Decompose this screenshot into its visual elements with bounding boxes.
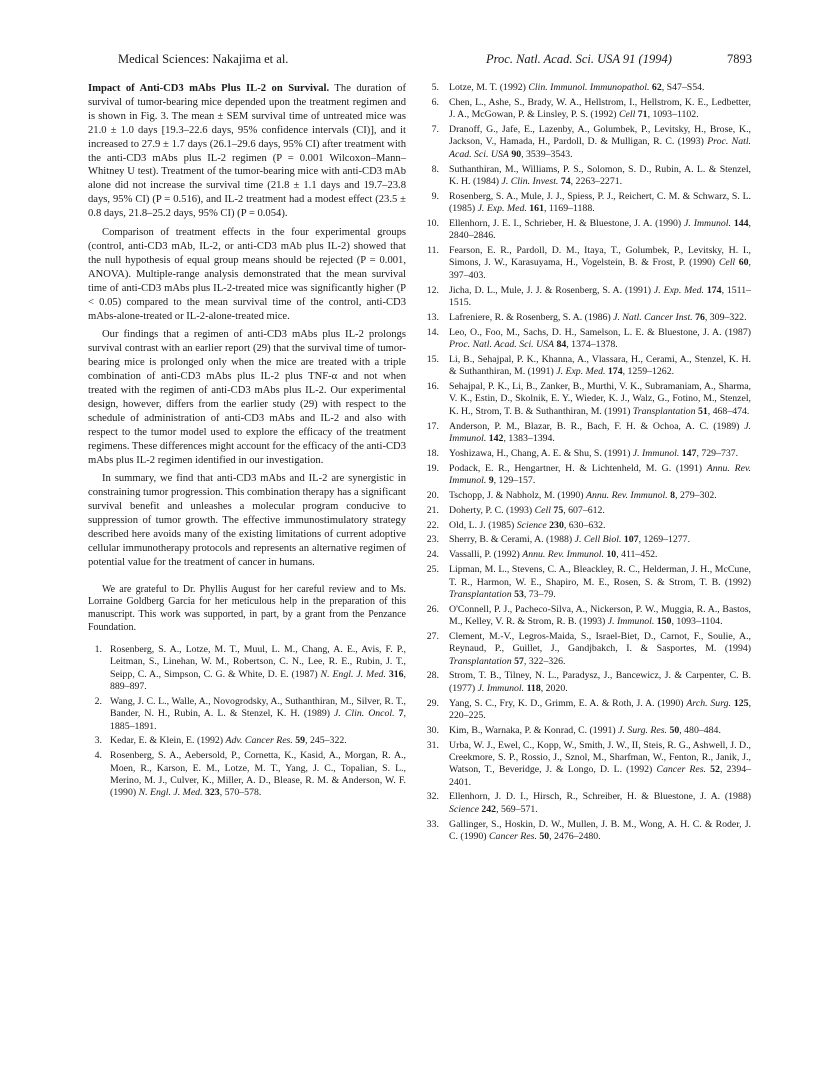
paragraph-comparison: Comparison of treatment effects in the four experimental groups (control, anti-CD3 mAb, IL-2, or anti-CD3 mAb plus IL-2) showed that the null hypothesis of equal group means should be rejected (P = 0.001, ANOVA). Multiple-range analysis demonstrated that the mean survival time of anti-CD3 mAbs plus IL-2-treated mice was significantly higher (P < 0.05) compared to the mean survival time of the control, anti-CD3 mAbs-alone-treated or IL-2-alone-treated mice. [88, 227, 406, 322]
reference-journal: Arch. Surg. [686, 697, 731, 709]
reference-journal: Adv. Cancer Res. [225, 735, 293, 747]
reference-authors: Ellenhorn, J. D. I., Hirsch, R., Schreiber, H. & Bluestone, J. A. (1988) [449, 791, 751, 803]
reference-volume: 230 [549, 519, 564, 531]
reference-volume: 150 [656, 616, 672, 628]
reference-item [423, 82, 751, 94]
reference-pages: , 480–484. [679, 724, 721, 736]
reference-number: 20. [426, 489, 439, 501]
reference-pages: , 1259–1262. [622, 366, 675, 378]
reference-journal: N. Engl. J. Med. [138, 787, 203, 799]
paragraph-summary: In summary, we find that anti-CD3 mAbs and IL-2 are synergistic in constraining tumor progression. This combination therapy has a significant survival benefit and unleashes a molecular program conducive to suppression of tumor growth. The effective immunostimulatory strategy described here avoids many of the existing limitations of current adoptive cellular immunotherapy protocols and represents an alternative regimen of potential value for the treatment of cancer in humans. [88, 473, 406, 568]
reference-item [423, 285, 751, 310]
reference-journal: Proc. Natl. Acad. Sci. USA [449, 136, 752, 160]
reference-pages: , 1093–1102. [647, 109, 699, 121]
reference-item [88, 735, 406, 747]
reference-journal: Cancer Res. [656, 764, 707, 776]
reference-volume: 60 [738, 257, 749, 269]
reference-pages: , 2020. [540, 682, 568, 694]
reference-pages: , 397–403. [449, 257, 751, 281]
reference-journal: J. Natl. Cancer Inst. [613, 311, 693, 323]
reference-item [88, 750, 406, 799]
reference-authors: Gallinger, S., Hoskin, D. W., Mullen, J. B. M., Wong, A. H. C. & Roder, J. C. (1990) [449, 818, 751, 842]
reference-volume: 84 [556, 338, 567, 350]
reference-number: 12. [426, 284, 439, 296]
reference-pages: , 1093–1104. [671, 616, 723, 628]
reference-authors: Chen, L., Ashe, S., Brady, W. A., Hellstrom, I., Hellstrom, K. E., Ledbetter, J. A., McGowan, P. & Linsley, P. S. (1992) [449, 96, 751, 121]
reference-journal: J. Cell Biol. [574, 534, 622, 546]
reference-item [423, 564, 751, 601]
reference-number: 21. [426, 504, 439, 516]
reference-volume: 316 [388, 668, 404, 680]
reference-number: 32. [426, 791, 439, 803]
reference-pages: , 2840–2846. [449, 217, 751, 242]
reference-number: 26. [426, 603, 439, 615]
reference-pages: , 1511–1515. [449, 284, 752, 308]
reference-pages: , 630–632. [563, 519, 606, 531]
reference-pages: , 129–157. [493, 474, 536, 486]
reference-journal: Proc. Natl. Acad. Sci. USA [449, 338, 555, 350]
reference-number: 1. [94, 644, 102, 656]
reference-journal: J. Immunol. [477, 682, 525, 694]
reference-item [423, 604, 751, 629]
reference-authors: Fearson, E. R., Pardoll, D. M., Itaya, T., Golumbek, P., Levitsky, H. I., Simons, J. W., Karasuyama, H., Vogelstein, B. & Frost, P. (1990) [449, 245, 751, 269]
reference-item [423, 670, 751, 695]
reference-authors: Dranoff, G., Jafe, E., Lazenby, A., Golumbek, P., Levitsky, H., Brose, K., Jackson, V., Hamada, H., Pardoll, D. & Mulligan, R. C. (1993) [449, 124, 751, 148]
reference-item [423, 312, 751, 324]
reference-item [423, 421, 751, 446]
reference-pages: , S47–S54. [661, 82, 705, 93]
reference-journal: J. Immunol. [684, 217, 731, 229]
reference-volume: 51 [697, 405, 708, 417]
reference-journal: Cancer Res. [489, 830, 537, 842]
reference-number: 33. [426, 818, 439, 830]
running-header [118, 52, 752, 70]
reference-volume: 75 [553, 504, 564, 516]
reference-number: 2. [94, 695, 102, 707]
reference-authors: Yang, S. C., Fry, K. D., Grimm, E. A. & Roth, J. A. (1990) [449, 697, 687, 709]
reference-authors: Rosenberg, S. A., Mule, J. J., Spiess, P. J., Reichert, C. M. & Schwarz, S. L. (1985) [449, 190, 751, 215]
reference-volume: 57 [514, 655, 524, 667]
reference-volume: 50 [669, 724, 680, 736]
reference-number: 3. [94, 735, 102, 747]
reference-number: 19. [426, 462, 439, 474]
reference-authors: Sherry, B. & Cerami, A. (1988) [449, 534, 575, 546]
reference-number: 18. [426, 447, 439, 459]
reference-number: 29. [426, 697, 439, 709]
reference-item [423, 381, 751, 418]
reference-number: 31. [426, 739, 439, 751]
reference-number: 22. [426, 519, 439, 531]
reference-journal: J. Clin. Invest. [501, 175, 559, 187]
reference-item [423, 191, 751, 216]
reference-authors: Li, B., Sehajpal, P. K., Khanna, A., Vlassara, H., Cerami, A., Stenzel, K. H. & Suthanthiran, M. (1991) [449, 353, 751, 378]
reference-item [423, 490, 751, 502]
reference-list-left [88, 644, 406, 799]
reference-number: 4. [94, 750, 102, 762]
reference-number: 28. [426, 670, 439, 682]
reference-authors: Leo, O., Foo, M., Sachs, D. H., Samelson, L. E. & Bluestone, J. A. (1987) [449, 326, 751, 338]
reference-journal: Cell [534, 504, 551, 516]
reference-item [88, 644, 406, 693]
reference-journal: J. Exp. Med. [477, 203, 527, 215]
reference-item [423, 327, 751, 352]
reference-item [423, 520, 751, 532]
reference-journal: Annu. Rev. Immunol. [522, 549, 604, 561]
reference-number: 7. [431, 124, 439, 136]
reference-pages: , 322–326. [523, 655, 566, 667]
reference-authors: Rosenberg, S. A., Aebersold, P., Cornetta, K., Kasid, A., Morgan, R. A., Moen, R., Karson, E. M., Lotze, M. T., Yang, J. C., Topalian, S. L., Merino, M. J., Culver, K., Miller, A. D., Blease, R. M. & Anderson, W. F. (1990) [110, 750, 406, 799]
reference-journal: Transplantation [632, 405, 696, 417]
reference-number: 17. [426, 420, 439, 432]
reference-number: 30. [426, 724, 439, 736]
reference-number: 15. [426, 353, 439, 365]
reference-authors: Tschopp, J. & Nabholz, M. (1990) [449, 489, 586, 501]
reference-volume: 71 [637, 109, 648, 121]
reference-authors: Strom, T. B., Tilney, N. L., Paradysz, J., Bancewicz, J. & Carpenter, C. B. (1977) [449, 670, 751, 694]
reference-authors: Vassalli, P. (1992) [449, 549, 523, 561]
reference-item [423, 164, 751, 189]
reference-journal: Transplantation [449, 655, 512, 667]
reference-pages: , 309–322. [704, 311, 747, 323]
reference-journal: J. Surg. Res. [618, 724, 667, 736]
reference-authors: Kedar, E. & Klein, E. (1992) [110, 735, 226, 747]
reference-number: 6. [431, 96, 439, 108]
header-section: Medical Sciences: Nakajima et al. [118, 52, 289, 66]
reference-number: 27. [426, 630, 439, 642]
reference-pages: , 2394–2401. [449, 764, 752, 788]
reference-number: 11. [427, 245, 439, 257]
reference-journal: J. Immunol. [449, 420, 751, 444]
reference-volume: 10 [606, 549, 617, 561]
reference-journal: Cell [718, 257, 736, 269]
reference-pages: , 569–571. [496, 803, 538, 815]
reference-volume: 74 [560, 175, 571, 187]
reference-volume: 174 [607, 366, 623, 378]
reference-volume: 125 [733, 697, 749, 709]
reference-volume: 50 [539, 830, 550, 842]
reference-number: 23. [426, 534, 439, 546]
reference-pages: , 2476–2480. [549, 830, 601, 842]
reference-authors: Clement, M.-V., Legros-Maida, S., Israel-Biet, D., Carnot, F., Soulie, A., Reynaud, P., Guillet, J., Gandjbakch, I. & Sasportes, M. (1994) [449, 630, 751, 655]
reference-authors: Jicha, D. L., Mule, J. J. & Rosenberg, S. A. (1991) [449, 284, 654, 296]
reference-volume: 323 [204, 787, 220, 799]
reference-journal: Annu. Rev. Immunol. [449, 462, 752, 486]
reference-number: 25. [426, 564, 439, 576]
reference-authors: Doherty, P. C. (1993) [449, 504, 535, 516]
reference-item [423, 819, 751, 844]
reference-pages: , 570–578. [219, 787, 262, 799]
reference-item [423, 698, 751, 723]
reference-authors: Yoshizawa, H., Chang, A. E. & Shu, S. (1991) [449, 447, 633, 459]
reference-item [423, 448, 751, 460]
reference-number: 5. [431, 82, 439, 93]
reference-journal: Annu. Rev. Immunol. [586, 489, 668, 501]
reference-journal: Cell [619, 109, 636, 121]
reference-journal: J. Exp. Med. [653, 284, 704, 296]
reference-journal: Transplantation [449, 588, 512, 600]
reference-item [88, 696, 406, 733]
reference-item [423, 740, 751, 789]
paragraph-survival [88, 82, 406, 221]
reference-volume: 142 [488, 432, 504, 444]
reference-authors: O'Connell, P. J., Pacheco-Silva, A., Nickerson, P. W., Muggia, R. A., Bastos, M., Kelley, V. R. & Strom, R. B. (1993) [449, 603, 751, 628]
reference-volume: 76 [695, 311, 705, 323]
reference-pages: , 279–302. [675, 489, 717, 501]
reference-authors: Ellenhorn, J. E. I., Schrieber, H. & Bluestone, J. A. (1990) [449, 217, 685, 229]
reference-journal: N. Engl. J. Med. [320, 668, 386, 680]
reference-pages: , 245–322. [305, 735, 347, 747]
reference-volume: 8 [670, 489, 676, 501]
reference-number: 24. [426, 549, 439, 561]
paragraph-findings: Our findings that a regimen of anti-CD3 mAbs plus IL-2 prolongs survival contrast with an earlier report (29) that the survival time of tumor-bearing mice is prolonged only when the mice are treated with a triple combination of anti-CD3 mAbs plus IL-2 plus TNF-α and not when treated with the regimen of anti-CD3 mAbs plus IL-2. Our experimental design, however, differs from the earlier study (29) with respect to the schedule of administration of anti-CD3 mAbs and IL-2 and also with respect to the tumor model used to explore the efficacy of the treatment regimens. These differences might account for the efficacy of the anti-CD3 mAbs plus IL-2 regimen identified in our investigation. [88, 329, 406, 466]
reference-volume: 90 [511, 148, 522, 160]
reference-item [423, 463, 751, 488]
reference-item [423, 124, 751, 161]
reference-pages: , 2263–2271. [570, 175, 623, 187]
reference-pages: , 411–452. [616, 549, 658, 561]
reference-journal: J. Exp. Med. [556, 366, 606, 378]
reference-pages: , 3539–3543. [521, 148, 573, 160]
reference-pages: , 1169–1188. [543, 203, 595, 215]
reference-item [423, 354, 751, 379]
reference-journal: J. Clin. Oncol. [334, 708, 395, 720]
reference-number: 10. [426, 217, 439, 229]
reference-pages: , 607–612. [563, 504, 605, 516]
header-journal: Proc. Natl. Acad. Sci. USA 91 (1994) [486, 52, 672, 66]
reference-number: 9. [431, 190, 439, 202]
reference-authors: Lipman, M. L., Stevens, C. A., Bleackley, R. C., Helderman, J. H., McCune, T. R., Harmon, W. E., Shapiro, M. E., Rosen, S. & Strom, T. B. (1992) [449, 564, 751, 588]
paragraph-survival-text: The duration of survival of tumor-bearing mice depended upon the treatment regimen and is shown in Fig. 3. The mean ± SEM survival time of untreated mice was 21.0 ± 1.0 days [19.3–22.6 days, 95% confidence intervals (CI)], and it increased to 27.9 ± 1.7 days (26.1–29.6 days, 95% CI) after treatment with the anti-CD3 mAbs plus IL-2 regimen (P = 0.001 Wilcoxon–Mann–Whitney U test). Treatment of the tumor-bearing mice with anti-CD3 mAb alone did not increase the survival time (21.8 ± 1.1 days and 19.7–23.8 days, 95% CI) (P = 0.516), and IL-2 treatment had a modest effect (23.5 ± 0.8 days, 21.8–25.2 days, 95% CI) (P = 0.054). [88, 83, 406, 220]
reference-number: 14. [426, 326, 439, 338]
reference-authors: Lotze, M. T. (1992) [449, 82, 529, 93]
reference-item [423, 245, 751, 282]
reference-item [423, 218, 751, 243]
reference-pages: , 729–737. [696, 447, 739, 459]
reference-authors: Kim, B., Warnaka, P. & Konrad, C. (1991) [449, 724, 619, 736]
reference-authors: Wang, J. C. L., Walle, A., Novogrodsky, A., Suthanthiran, M., Silver, R. T., Bander, N. H., Rubin, A. L. & Stenzel, K. H. (1989) [110, 695, 406, 720]
reference-item [423, 791, 751, 816]
reference-item [423, 631, 751, 668]
acknowledgment: We are grateful to Dr. Phyllis August for her careful review and to Ms. Lorraine Goldberg Garcia for her meticulous help in the preparation of this manuscript. This work was supported, in part, by a grant from the Penzance Foundation. [88, 583, 406, 633]
reference-item [423, 549, 751, 561]
reference-pages: , 1383–1394. [503, 432, 555, 444]
reference-volume: 52 [710, 764, 720, 776]
reference-item [423, 534, 751, 546]
reference-journal: J. Immunol. [607, 616, 655, 628]
reference-authors: Lafreniere, R. & Rosenberg, S. A. (1986) [449, 311, 614, 323]
page-number: 7893 [727, 52, 752, 66]
reference-volume: 9 [488, 474, 494, 486]
reference-journal: Clin. Immunol. Immunopathol. [528, 82, 650, 93]
reference-pages: , 1374–1378. [566, 338, 618, 350]
reference-item [423, 725, 751, 737]
reference-authors: Suthanthiran, M., Williams, P. S., Solomon, S. D., Rubin, A. L. & Stenzel, K. H. (1984) [449, 163, 751, 187]
reference-volume: 118 [526, 682, 541, 694]
left-column [88, 82, 406, 802]
reference-journal: Science [516, 519, 547, 531]
reference-pages: , 73–79. [523, 588, 556, 600]
reference-journal: J. Immunol. [632, 447, 680, 459]
reference-item [423, 97, 751, 122]
reference-volume: 53 [514, 588, 524, 600]
reference-item [423, 505, 751, 517]
reference-volume: 62 [651, 82, 662, 93]
section-heading: Impact of Anti-CD3 mAbs Plus IL-2 on Survival. [88, 83, 330, 94]
reference-authors: Rosenberg, S. A., Lotze, M. T., Muul, L. M., Chang, A. E., Avis, F. P., Leitman, S., Linehan, W. M., Robertson, C. N., Lee, R. E., Rubin, J. T., Seipp, C. A., Simpson, C. G. & White, D. E. (1987) [110, 644, 406, 680]
reference-volume: 242 [481, 803, 497, 815]
reference-number: 13. [426, 311, 439, 323]
reference-volume: 147 [681, 447, 697, 459]
reference-pages: , 468–474. [707, 405, 750, 417]
reference-pages: , 1885–1891. [110, 708, 406, 732]
reference-authors: Sehajpal, P. K., Li, B., Zanker, B., Murthi, V. K., Subramaniam, A., Sharma, V. K., Estin, D., Skolnik, E. Y., Wieder, K. J., Walz, G., Fotino, M., Stenzel, K. H., Strom, T. B. & Suthanthiran, M. (1991) [449, 381, 751, 417]
reference-volume: 144 [733, 217, 749, 229]
reference-pages: , 220–225. [449, 697, 752, 721]
reference-volume: 59 [295, 735, 306, 747]
reference-pages: , 1269–1277. [638, 534, 691, 546]
reference-authors: Old, L. J. (1985) [449, 519, 517, 531]
reference-number: 16. [426, 381, 439, 393]
right-column [423, 82, 751, 846]
reference-volume: 161 [529, 203, 544, 215]
reference-volume: 174 [706, 284, 722, 296]
reference-list-right [423, 82, 751, 843]
reference-volume: 107 [623, 534, 639, 546]
reference-journal: Science [449, 803, 479, 815]
reference-authors: Podack, E. R., Hengartner, H. & Lichtenheld, M. G. (1991) [449, 462, 707, 474]
reference-volume: 7 [398, 708, 404, 720]
reference-authors: Urba, W. J., Ewel, C., Kopp, W., Smith, J. W., II, Steis, R. G., Ashwell, J. D., Creekmore, S. P., Rossio, J., Sznol, M., Sharfman, W., Fenton, R., Janik, J., Watson, T., Beveridge, J. & Longo, D. L. (1992) [449, 739, 751, 776]
reference-pages: , 889–897. [110, 668, 406, 693]
reference-number: 8. [431, 163, 439, 175]
reference-authors: Anderson, P. M., Blazar, B. R., Bach, F. H. & Ochoa, A. C. (1989) [449, 420, 745, 432]
